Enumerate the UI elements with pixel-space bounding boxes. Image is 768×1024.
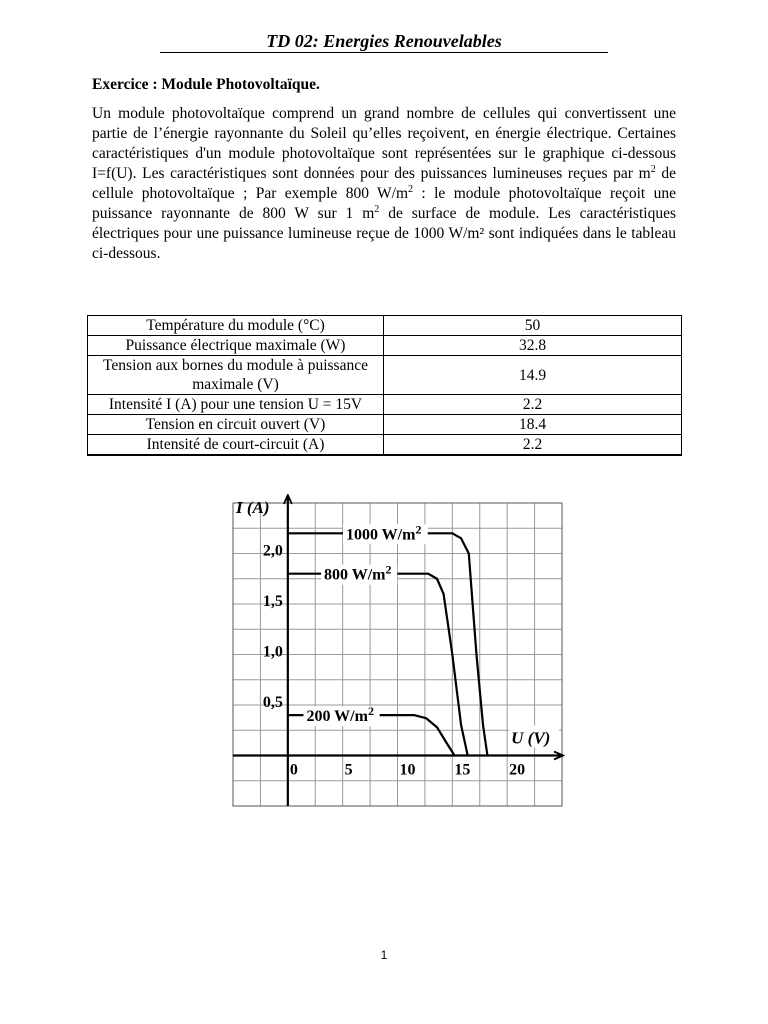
- table-row: [88, 435, 682, 456]
- page-title: TD 02: Energies Renouvelables: [160, 30, 608, 53]
- y-tick-label: 2,0: [262, 542, 283, 560]
- table-cell-label: Intensité de court-circuit (A): [88, 435, 384, 456]
- x-tick-label: 20: [509, 761, 526, 779]
- iv-chart-svg: [230, 494, 565, 810]
- table-cell-value: 2.2: [384, 435, 682, 456]
- table-row: [88, 415, 682, 435]
- paragraph-text: Un module photovoltaïque comprend un grand nombre de cellules qui convertissent une partie de l’énergie rayonnante du Soleil qu’elles reçoivent, en énergie électrique. Certaines caractéristiques d'un module photovoltaïque sont représentées sur le graphique ci-dessous I=f(U). Les caractéristiques sont données pour des puissances lumineuses reçues par m: [92, 105, 676, 182]
- exercise-heading: Exercice : Module Photovoltaïque.: [92, 76, 320, 93]
- curve-label: [306, 704, 373, 725]
- y-tick-label: 1,5: [262, 593, 283, 610]
- x-tick-label: 10: [399, 761, 416, 779]
- table-cell-label: Tension en circuit ouvert (V): [88, 415, 384, 435]
- y-axis-label: I (A): [236, 498, 270, 517]
- paragraph-text: de cellule photovoltaïque ; Par exemple 800 W/m: [92, 165, 676, 202]
- curve-label-text: 1000 W/m: [345, 526, 416, 544]
- x-tick-label: 15: [454, 761, 471, 779]
- curve-label: [324, 563, 391, 584]
- x-tick-label: 0: [289, 761, 298, 779]
- superscript: 2: [408, 183, 414, 195]
- iv-chart: [230, 494, 565, 810]
- table-row: [88, 395, 682, 415]
- table-cell-value: 18.4: [384, 415, 682, 435]
- page-number: 1: [380, 948, 388, 962]
- paragraph-text: de surface de module. Les caractéristiques électriques pour une puissance lumineuse reçue de 1000 W/m² sont indiquées dans le tableau ci-dessous.: [92, 205, 676, 262]
- table-row: [88, 356, 682, 395]
- table-cell-value: 14.9: [384, 356, 682, 395]
- curve-label: [346, 522, 421, 543]
- curve-label-superscript: 2: [415, 522, 422, 537]
- table-cell-label: Intensité I (A) pour une tension U = 15V: [88, 395, 384, 415]
- curve-label-superscript: 2: [385, 562, 392, 577]
- superscript: 2: [374, 203, 380, 215]
- curve-label-text: 800 W/m: [324, 566, 386, 584]
- table-row: [88, 316, 682, 336]
- curve-label-superscript: 2: [367, 704, 374, 719]
- y-tick-label: 0,5: [262, 694, 283, 711]
- paragraph-text: : le module photovoltaïque reçoit une puissance rayonnante de 800 W sur 1 m: [92, 185, 676, 222]
- x-tick-label: 5: [344, 761, 353, 779]
- table-cell-label: Puissance électrique maximale (W): [88, 336, 384, 356]
- table-cell-value: 32.8: [384, 336, 682, 356]
- exercise-paragraph: [92, 104, 676, 264]
- table-row: [88, 336, 682, 356]
- specs-table: [87, 315, 682, 456]
- table-cell-value: 50: [384, 316, 682, 336]
- table-cell-label: Température du module (°C): [88, 316, 384, 336]
- curve-label-text: 200 W/m: [306, 708, 368, 726]
- table-cell-value: 2.2: [384, 395, 682, 415]
- table-cell-label: Tension aux bornes du module à puissance maximale (V): [88, 356, 384, 395]
- superscript: 2: [650, 163, 656, 175]
- y-tick-label: 1,0: [262, 643, 283, 661]
- x-axis-label: U (V): [511, 728, 551, 748]
